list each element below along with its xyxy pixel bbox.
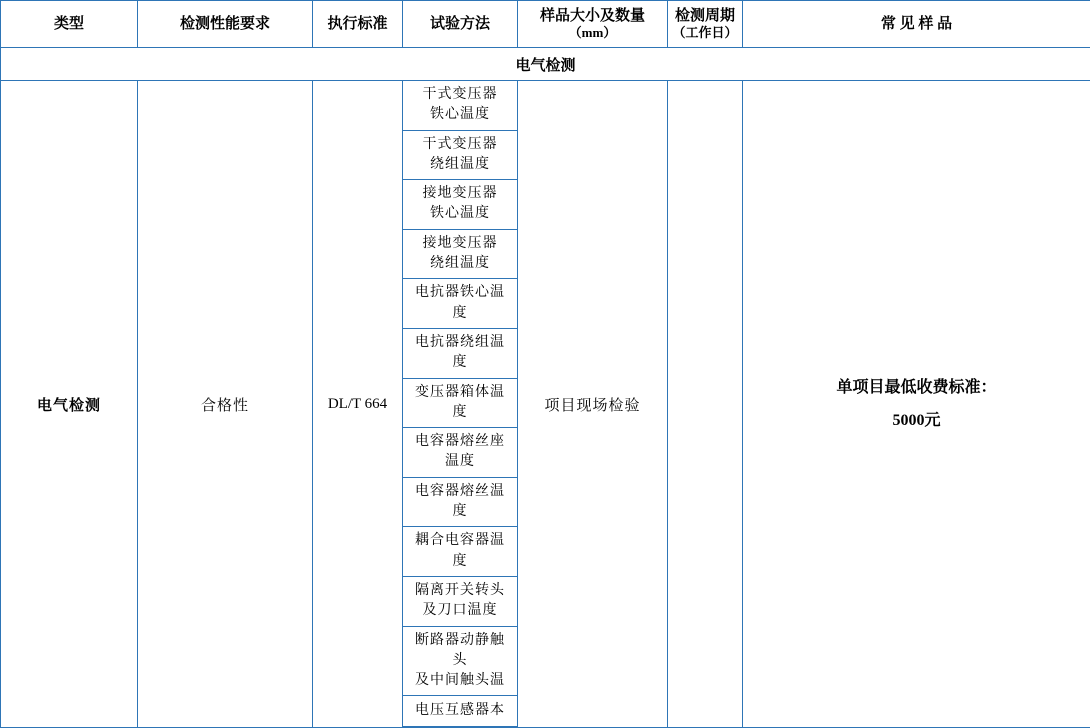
- cell-standard: DL/T 664: [313, 81, 403, 728]
- header-label-common-sample: 常 见 样 品: [881, 16, 952, 32]
- test-item-row: [403, 696, 517, 727]
- header-label-standard: 执行标准: [327, 16, 387, 32]
- test-item-label: 变压器箱体温 度: [403, 378, 517, 428]
- test-item-row: [403, 527, 517, 577]
- test-item-label: 干式变压器 绕组温度: [403, 130, 517, 180]
- test-item-row: [403, 130, 517, 180]
- header-sublabel-sample-size: （mm）: [518, 25, 667, 41]
- cell-test-method-list: [403, 81, 518, 728]
- cell-performance: 合格性: [138, 81, 313, 728]
- test-item-row: [403, 428, 517, 478]
- test-item-list: [403, 81, 517, 727]
- test-item-label: 电压互感器本: [403, 696, 517, 727]
- header-cell-type: [1, 1, 138, 48]
- header-label-cycle: 检测周期: [675, 8, 735, 24]
- test-item-label: 断路器动静触 头 及中间触头温: [403, 626, 517, 696]
- test-item-label: 耦合电容器温 度: [403, 527, 517, 577]
- header-cell-sample-size: [518, 1, 668, 48]
- header-sublabel-cycle: （工作日）: [668, 25, 742, 41]
- test-item-row: [403, 328, 517, 378]
- header-cell-method: [403, 1, 518, 48]
- test-item-label: 电抗器铁心温 度: [403, 279, 517, 329]
- test-item-label: 干式变压器 铁心温度: [403, 81, 517, 130]
- fee-amount: 5000元: [743, 404, 1090, 438]
- test-item-row: [403, 229, 517, 279]
- test-item-label: 接地变压器 铁心温度: [403, 180, 517, 230]
- table-body: [1, 48, 1090, 728]
- test-item-subtable: [403, 81, 517, 727]
- test-item-label: 隔离开关转头 及刀口温度: [403, 576, 517, 626]
- test-item-row: [403, 378, 517, 428]
- test-item-row: [403, 576, 517, 626]
- test-item-label: 接地变压器 绕组温度: [403, 229, 517, 279]
- section-title: 电气检测: [1, 48, 1090, 81]
- test-item-label: 电容器熔丝温 度: [403, 477, 517, 527]
- test-item-label: 电抗器绕组温 度: [403, 328, 517, 378]
- header-cell-cycle: [668, 1, 743, 48]
- cell-sample-size: 项目现场检验: [518, 81, 668, 728]
- header-cell-standard: [313, 1, 403, 48]
- header-label-type: 类型: [54, 16, 84, 32]
- test-item-label: 电容器熔丝座 温度: [403, 428, 517, 478]
- section-row: [1, 48, 1090, 81]
- fee-standard-label: 单项目最低收费标准：: [743, 371, 1090, 405]
- header-cell-performance: [138, 1, 313, 48]
- test-item-row: [403, 81, 517, 130]
- header-label-sample-size: 样品大小及数量: [540, 8, 645, 24]
- cell-category: 电气检测: [1, 81, 138, 728]
- test-item-row: [403, 477, 517, 527]
- test-item-row: [403, 180, 517, 230]
- header-cell-common-sample: [743, 1, 1090, 48]
- header-label-method: 试验方法: [430, 16, 490, 32]
- header-label-performance: 检测性能要求: [180, 16, 270, 32]
- header-row: [1, 1, 1090, 48]
- table-row: [1, 81, 1090, 728]
- cell-common-sample: [743, 81, 1090, 728]
- test-item-row: [403, 279, 517, 329]
- test-item-row: [403, 626, 517, 696]
- cell-cycle: [668, 81, 743, 728]
- table-header: [1, 1, 1090, 48]
